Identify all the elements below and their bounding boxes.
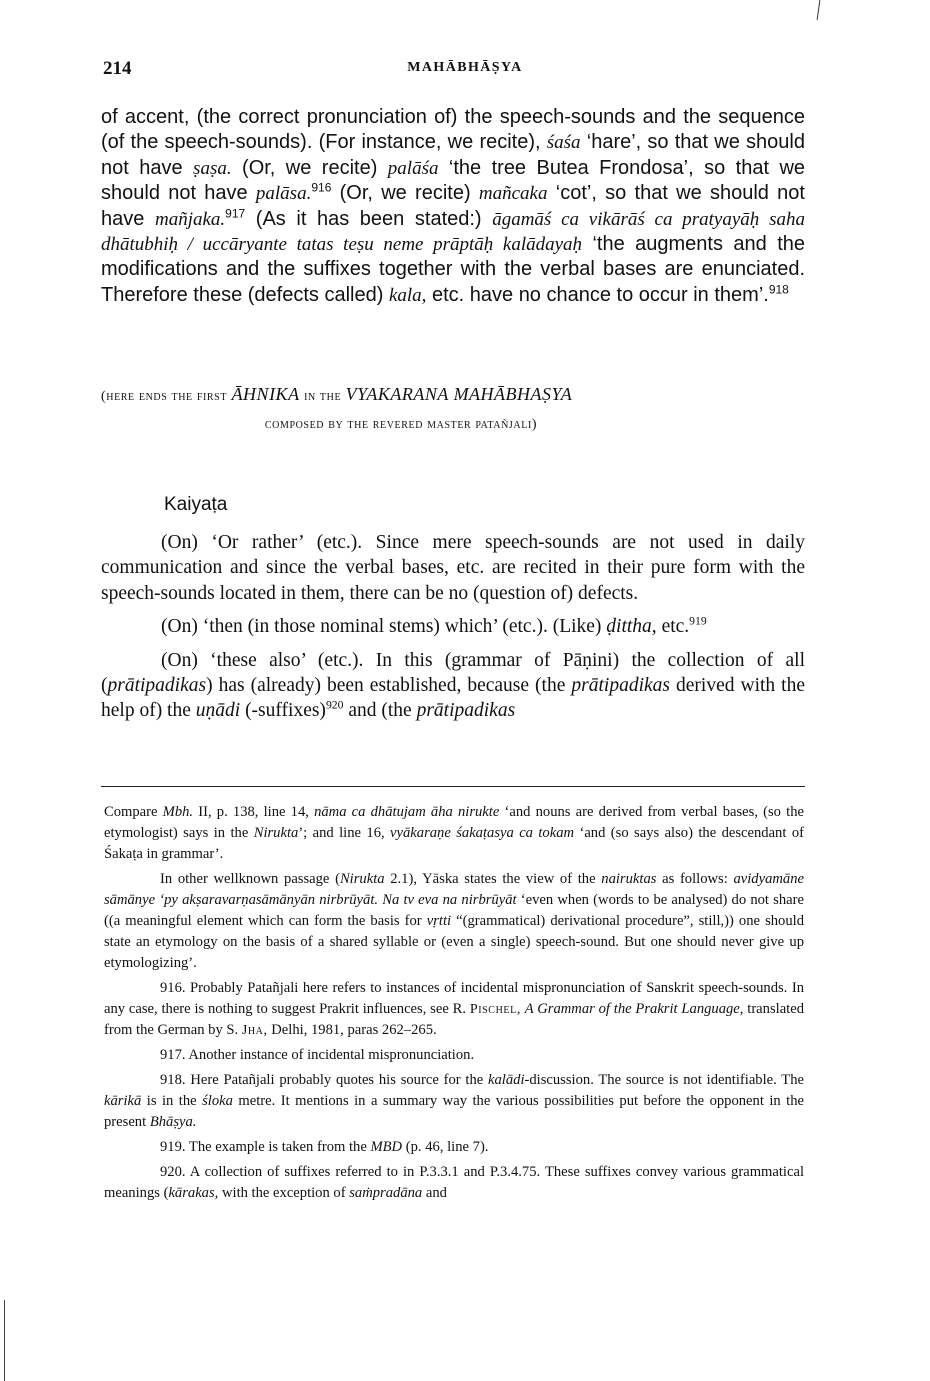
text-run: ’; and line 16, (298, 825, 385, 841)
text-run: of accent, (the correct pronunciation of) the speech-sounds and the sequence (of the speech-sounds). (For instance, we recite), (101, 106, 805, 154)
text-run: ) has (already) been established, because (the (206, 675, 566, 697)
translation-paragraph (101, 105, 805, 308)
text-run: as follows: (662, 871, 728, 887)
sanskrit-term: kārakas, (168, 1185, 219, 1201)
sanskrit-term: kala, (388, 284, 427, 306)
colophon-text: (here ends the first (101, 389, 228, 404)
footnote-916 (104, 978, 804, 1041)
footnote-ref[interactable]: 917 (225, 205, 246, 220)
kaiyata-commentary (101, 530, 805, 732)
ahnika-colophon (101, 384, 805, 433)
text-run: etc. (661, 616, 690, 638)
footnote-918 (104, 1070, 804, 1133)
text-run: ‘the tree Butea Frondosa’, so that we should not have (101, 156, 806, 205)
text-run: metre. It mentions in a summary way the various possibilities put before the opponent in the present (104, 1093, 804, 1130)
commentary-paragraph (101, 648, 805, 724)
text-run: (Or, we recite) (339, 182, 471, 205)
text-run: (On) ‘then (in those nominal stems) which’ (etc.). (Like) (161, 616, 602, 638)
kaiyata-heading: Kaiyaṭa (164, 494, 228, 515)
text-run: and (the (348, 700, 412, 722)
sanskrit-term: kalādi (488, 1072, 525, 1088)
sanskrit-term: vṛtti (426, 913, 452, 929)
footnote-ref[interactable]: 918 (768, 282, 789, 297)
footnote-ref[interactable]: 920 (325, 698, 344, 712)
text-run: -discussion. The source is not identifiable. The (524, 1072, 805, 1088)
sanskrit-quote: nāma ca dhātujam āha nirukte (314, 804, 500, 820)
sanskrit-term: prātipadikas (107, 675, 207, 697)
footnote-ref[interactable]: 916 (311, 180, 332, 195)
sanskrit-term: śloka (202, 1093, 233, 1109)
colophon-line2: composed by the revered master patañjali) (264, 417, 538, 432)
text-run: II, p. 138, line 14, (198, 804, 309, 820)
commentary-paragraph (101, 614, 805, 639)
text-run: 2.1), Yāska states the view of the (390, 871, 596, 887)
text-run: ‘and nouns are derived from verbal bases, (so the etymologist) says in the (104, 804, 804, 841)
text-run: (p. 46, line 7). (405, 1139, 489, 1155)
scan-corner-mark (817, 0, 821, 20)
sanskrit-quote: avidyamāne sāmānye ‘py akṣaravarṇasāmānyān nirbrūyāt. Na tv eva na nirbrūyāt (104, 871, 804, 908)
colophon-text: in the (304, 389, 342, 404)
sanskrit-term: mañcaka (478, 183, 548, 205)
citation: Nirukta (339, 871, 385, 887)
sanskrit-term: prātipadikas (571, 675, 670, 697)
text-run: (As it has been stated:) (255, 207, 482, 230)
text-run: etc. have no chance to occur in them’. (431, 283, 769, 306)
scan-edge-mark (4, 1300, 5, 1381)
colophon-ahnika: ĀHNIKA (231, 384, 300, 404)
footnote-continuation (104, 802, 804, 865)
text-run: (On) ‘these also’ (etc.). In this (grammar of Pāṇini) the collection of all ( (101, 649, 805, 697)
sanskrit-term: ḍittha, (606, 616, 657, 638)
text-run: (-suffixes) (245, 700, 326, 722)
text-run: 920. A collection of suffixes referred to in P.3.3.1 and P.3.4.75. These suffixes convey various grammatical meanings ( (104, 1164, 804, 1201)
text-run: In other wellknown passage ( (160, 871, 340, 887)
text-run: (Or, we recite) (242, 156, 378, 179)
footnote-ref[interactable]: 919 (689, 614, 707, 628)
text-run: ‘cot’, so that we should not have (101, 182, 805, 230)
page-number: 214 (103, 58, 132, 79)
footnote-920 (104, 1162, 804, 1204)
commentary-paragraph: (On) ‘Or rather’ (etc.). Since mere speech-sounds are not used in daily communication and since the verbal bases, etc. are recited in their pure form with the speech-sounds located in them, there can be no (question of) defects. (101, 532, 805, 604)
text-run: is in the (146, 1093, 197, 1109)
sanskrit-term: palāsa. (255, 183, 312, 205)
sanskrit-term: Bhāṣya. (149, 1114, 197, 1130)
text-run: Delhi, 1981, paras 262–265. (271, 1022, 437, 1038)
book-title: A Grammar of the Prakrit Language, (524, 1001, 744, 1017)
text-run: 918. Here Patañjali probably quotes his source for the (160, 1072, 484, 1088)
citation: Nirukta (253, 825, 299, 841)
sanskrit-term: mañjaka. (154, 208, 226, 230)
text-run: Compare (104, 804, 158, 820)
sanskrit-term: ṣaṣa. (193, 157, 232, 179)
sanskrit-term: saṁpradāna (349, 1185, 423, 1201)
sanskrit-term: nairuktas (601, 871, 657, 887)
text-run: with the exception of (221, 1185, 346, 1201)
sanskrit-term: śaśa (546, 132, 581, 154)
citation: MBD (370, 1139, 403, 1155)
text-run: translated from the German by S. (104, 1001, 804, 1038)
text-run: ‘and (so says also) the descendant of Śakaṭa in grammar’. (104, 825, 804, 862)
sanskrit-term: uṇādi (195, 700, 241, 722)
footnote-divider (101, 786, 805, 787)
sanskrit-quote: vyākaraṇe śakaṭasya ca tokam (390, 825, 575, 841)
sanskrit-term: palāśa (387, 157, 439, 179)
footnote-917: 917. Another instance of incidental mispronunciation. (160, 1047, 475, 1063)
author-name: Pischel, (469, 1002, 521, 1017)
footnote-paragraph (104, 869, 804, 974)
author-name: Jha, (241, 1023, 268, 1038)
colophon-title: VYAKARANA MAHĀBHAṢYA (345, 384, 573, 404)
footnotes (104, 802, 804, 1208)
text-run: 919. The example is taken from the (160, 1139, 367, 1155)
text-run: ‘even when (words to be analysed) do not share ((a meaningful element which can form the basis for (104, 892, 804, 929)
text-run: 916. Probably Patañjali here refers to instances of incidental mispronunciation of Sanskrit speech-sounds. In any case, there is nothing to suggest Prakrit influences, see R. (104, 980, 804, 1017)
citation: Mbh. (162, 804, 194, 820)
footnote-919 (104, 1137, 804, 1158)
text-run: ‘the augments and the modifications and the suffixes together with the verbal bases are enunciated. Therefore these (defects called) (101, 233, 805, 306)
sanskrit-term: kārikā (104, 1093, 142, 1109)
sanskrit-quote: āgamāś ca vikārāś ca pratyayāḥ saha dhātubhiḥ / uccāryante tatas teṣu neme prāptāḥ kalādayaḥ (101, 208, 805, 256)
text-run: and (425, 1185, 447, 1201)
text-run: ‘hare’, so that we should not have (101, 131, 805, 179)
text-run: “(grammatical) derivational procedure”, still,)) one should state an etymology on the basis of a shared syllable or (even a single) speech-sound. But one should never give up etymologizing’. (104, 913, 804, 971)
text-run: derived with the help of) the (101, 675, 806, 722)
sanskrit-term: prātipadikas (416, 700, 516, 722)
running-title: MAHĀBHĀṢYA (407, 60, 523, 75)
